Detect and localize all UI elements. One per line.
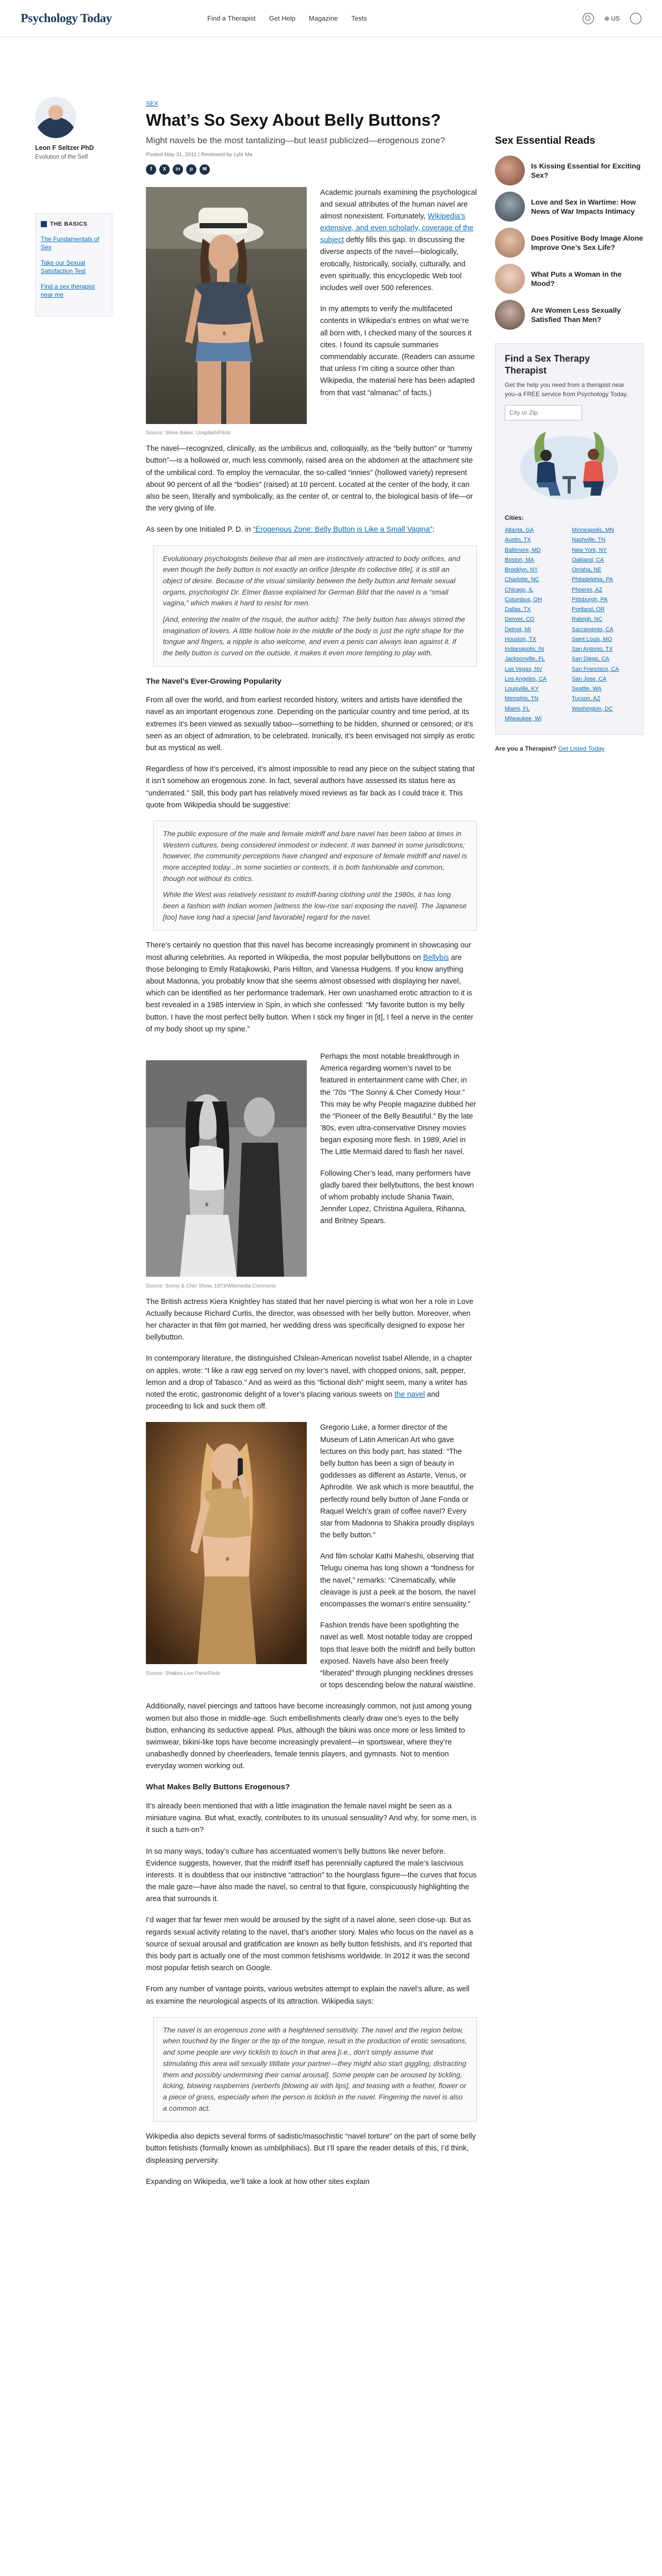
article-paragraph: The British actress Kiera Knightley has stated that her navel piercing is what won her a role in Love Actually because Richard Curtis, the director, was obsessed with her belly button. Moreover, when her character in that film got married, her wedding dress was specifically designed to expose her bellybutton. (146, 1297, 474, 1342)
city-link[interactable]: San Jose, CA (572, 675, 607, 682)
read-title: Is Kissing Essential for Exciting Sex? (531, 161, 641, 179)
city-zip-input[interactable] (505, 405, 582, 420)
site-header (0, 0, 662, 37)
text-run: deftly fills this gap. In discussing the diverse aspects of the navel—biologically, erotically, historically, socially, culturally, and even spiritually, this encyclopedic Web tool includes well over 500 references. (320, 236, 466, 293)
erogenous-zone-link[interactable]: “Erogenous Zone: Belly Button is Like a Small Vagina” (253, 526, 433, 534)
city-link[interactable]: Milwaukee, WI (505, 715, 542, 722)
read-title: What Puts a Woman in the Mood? (531, 269, 622, 287)
read-title: Does Positive Body Image Alone Improve One’s Sex Life? (531, 233, 643, 251)
article-paragraph: In so many ways, today’s culture has accentuated women’s belly buttons like never before. Evidence suggests, however, that the midriff itself has perennially captured the male’s lascivious interests. It is doubtless that our instinctive “attraction” to the hourglass figure—the curves that focus the male gaze—have also made the navel, so central to that figure, conspicuously highlighting the area that surrounds it. (146, 1847, 477, 1904)
author-avatar[interactable] (35, 97, 76, 138)
city-link[interactable]: Washington, DC (572, 705, 613, 712)
article-paragraph: Expanding on Wikipedia, we’ll take a look at how other sites explain (146, 2177, 370, 2186)
globe-icon: ⊕ (604, 14, 611, 22)
cities-label: Cities: (505, 514, 524, 521)
email-icon[interactable]: ✉ (200, 164, 210, 175)
figure-2 (146, 1060, 307, 1290)
quote-paragraph: While the West was relatively resistant to midriff-baring clothing until the 1980s, it has long been a fashion with Indian women [witness the low-rise sari exposing the navel]. The Japanese [too] have long had a special [and favorable] regard for the navel. (163, 890, 467, 921)
basics-link-fundamentals[interactable]: The Fundamentals of Sex (41, 235, 100, 251)
region-selector[interactable] (604, 14, 620, 23)
blockquote (153, 2017, 477, 2122)
therapy-session-illustration (505, 427, 634, 504)
city-link[interactable]: Sacramento, CA (572, 626, 614, 633)
basics-title-text: THE BASICS (50, 221, 88, 227)
article-paragraph: Wikipedia also depicts several forms of sadistic/masochistic “navel torture” on the part of some belly button fetishists (formally known as umbilphiliacs). But I’ll spare the reader details of this, I’d think, displeasing perversity. (146, 2132, 476, 2165)
therapist-prompt (495, 744, 643, 753)
text-run: There’s certainly no question that this navel has become increasingly prominent in showcasing our most alluring celebrities. As reported in Wikipedia, the most popular bellybuttons on (146, 941, 471, 962)
search-icon[interactable] (583, 13, 594, 24)
article-paragraph: From any number of vantage points, various websites attempt to explain the navel’s allure, as well as examine the neurological aspects of its attraction. Wikipedia says: (146, 1985, 470, 2006)
article-paragraph: Regardless of how it’s perceived, it’s almost impossible to read any piece on the subject stating that it isn’t somehow an erogenous zone. In fact, several authors have assessed its status here as “underrated.” Still, this body part has relatively mixed reviews as far back as I could trace it. This quote from Wikipedia should be suggestive: (146, 765, 475, 809)
city-link[interactable]: Phoenix, AZ (572, 586, 603, 593)
right-sidebar (495, 133, 643, 753)
quote-paragraph: Evolutionary psychologists believe that all men are instinctively attracted to body orifices, and even though the belly button is not exactly an orifice [despite its collective title], it is still an object of desire. Because of the visual similarity between the belly button and female sexual organs, psychologist Dr. Elmer Basse explained for German Bild that the navel is a “small vagina,” which makes it hard to resist for men. (163, 554, 460, 607)
city-link[interactable]: Seattle, WA (572, 686, 602, 692)
city-link[interactable]: Boston, MA (505, 556, 534, 563)
article-paragraph (146, 1353, 477, 1413)
read-title: Are Women Less Sexually Satisfied Than Men? (531, 306, 621, 324)
city-link[interactable]: Dallas, TX (505, 606, 531, 613)
get-listed-link[interactable]: Get Listed Today (558, 745, 605, 752)
read-thumbnail (495, 264, 525, 294)
article-paragraph: In my attempts to verify the multifaceted contents in Wikipedia’s entries on what we’re all born with, I checked many of the sources it cites. I found its capsule summaries commendably accurate. (Readers can assume that unless I’m citing a source other than Wikipedia, the material here has been adapted from that vast “almanac” of facts.) (320, 305, 475, 397)
city-link[interactable]: Baltimore, MD (505, 547, 541, 553)
city-link[interactable]: Las Vegas, NV (505, 666, 542, 672)
x-icon[interactable]: X (159, 164, 170, 175)
text-run: : (432, 526, 435, 534)
nav-get-help[interactable]: Get Help (269, 14, 296, 22)
pinterest-icon[interactable]: p (186, 164, 196, 175)
city-link[interactable]: Philadelphia, PA (572, 577, 613, 583)
read-thumbnail (495, 228, 525, 258)
city-link[interactable]: Atlanta, GA (505, 527, 534, 533)
section-heading: The Navel’s Ever-Growing Popularity (146, 676, 282, 686)
article-paragraph: Gregorio Luke, a former director of the Museum of Latin American Art who gave lectures on this body part, has stated: “The belly button has been a sign of beauty in goddesses as different as Astarte, Venus, or Aphrodite. We ask which is more beautiful, the perfectly round belly button of Jane Fonda or Raquel Welch’s grain of coffee navel? Every star from Madonna to Shakira proudly displays the belly button.” (320, 1423, 475, 1540)
article-paragraph: The navel—recognized, clinically, as the umbilicus and, colloquially, as the “belly button” or “tummy button”—is a hollowed or, much less commonly, raised area on the abdomen at the attachment site of the umbilical cord. To employ the vernacular, the so-called “innies” (hollowed variety) represent about 90 percent of all the “bodies” (raised) at 10 percent. Located at the center of the body, it can also be seen, literally and symbolically, as the center of, or central to, the biological basis of life—or the very giving of life. (146, 445, 473, 513)
find-therapist-subtitle: Get the help you need from a therapist near you–a FREE service from Psychology Today. (505, 381, 628, 398)
article-title: What’s So Sexy About Belly Buttons? (146, 111, 441, 129)
figure-3 (146, 1422, 307, 1677)
linkedin-icon[interactable]: in (173, 164, 183, 175)
city-link[interactable]: Raleigh, NC (572, 616, 603, 623)
article-paragraph: From all over the world, and from earliest recorded history, writers and artists have identified the navel as an important erogenous zone. Depending on the particular country and time period, at its extremes it’s been viewed as sexually taboo—something to be hidden, shunned or censored; or it’s seen as an object of admiration, to be celebrated. Ironically, it’s been envisaged not simply as erotic but as mystical as well. (146, 696, 475, 753)
therapist-question: Are you a Therapist? (495, 745, 557, 752)
city-link[interactable]: Chicago, IL (505, 586, 534, 593)
text-run: and proceeding to lick and suck them off. (146, 1391, 440, 1411)
section-heading: What Makes Belly Buttons Erogenous? (146, 1783, 290, 1792)
city-link[interactable]: Columbus, OH (505, 596, 542, 603)
article-paragraph: Following Cher’s lead, many performers have gladly bared their bellybuttons, the best known of whom probably include Shania Twain, Jennifer Lopez, Christina Aguilera, Rihanna, and Britney Spears. (320, 1169, 474, 1226)
article-meta: Posted May 31, 2011 | Reviewed by Lybi Ma (146, 151, 253, 158)
author-blog: Evolution of the Self (35, 154, 88, 160)
figure-caption: Source: Shakira Live Paris/Flickr (146, 1671, 221, 1677)
city-link[interactable]: New York, NY (572, 547, 607, 553)
quote-paragraph: The navel is an erogenous zone with a heightened sensitivity. The navel and the region below, when touched by the finger or the tip of the tongue, result in the production of erotic sensations, and some people are very ticklish to touch in that area [i.e., don’t simply assume that stimulating this area will sexually titillate your partner—they might also start giggling, distracting them and possibly undermining their carnal arousal]. Some people can be aroused by tickling, licking, blowing raspberries (verberfs [blowing air with lips], and teasing with a feather, flower or a piece of grass, especially when the person is ticklish in the navel. Fingering the navel is also a common act. (163, 2025, 467, 2112)
article-main (146, 99, 477, 2197)
essential-read-item[interactable] (495, 156, 643, 185)
article-category[interactable]: SEX (146, 100, 159, 107)
city-link[interactable]: Los Angeles, CA (505, 675, 547, 682)
city-link[interactable]: Pittsburgh, PA (572, 596, 608, 603)
essential-read-item[interactable] (495, 300, 643, 330)
share-bar (146, 164, 477, 175)
wikipedia-link[interactable]: Wikipedia’s extensive, and even scholarly, coverage of the subject (320, 212, 474, 245)
therapy-illustration (505, 427, 634, 504)
hat-woman-image (146, 187, 307, 424)
city-link[interactable]: Louisville, KY (505, 686, 539, 692)
basics-box (35, 213, 112, 316)
city-link[interactable]: Detroit, MI (505, 626, 531, 633)
figure-caption: Source: Steve Baker, Unsplash/Flickr (146, 430, 231, 436)
article-paragraph: Additionally, navel piercings and tattoos have become increasingly common, not just among young women but also those in middle-age. Such embellishments clearly draw one’s eyes to the belly button, enhancing its seductive appeal. Plus, although the bikini was once more or less limited to swimwear, bikini-like tops have become increasingly prevalent—in sportswear, where they’re unabashedly donned by cheerleaders, female tennis players, and gymnasts. Not to mention everyday women working out. (146, 1702, 472, 1771)
essential-read-item[interactable] (495, 264, 643, 294)
text-run: As seen by one Initialed P. D. in (146, 526, 253, 534)
basics-title (41, 220, 107, 229)
city-link[interactable]: Jacksonville, FL (505, 656, 545, 663)
article-paragraph: It’s already been mentioned that with a little imagination the female navel might be seen as a miniature vagina. But what, exactly, contributes to its unusual sensuality? And why, for some men, is it such a turn-on? (146, 1802, 477, 1835)
city-link[interactable]: Oakland, CA (572, 556, 604, 563)
city-link[interactable]: Portland, OR (572, 606, 605, 613)
essential-read-item[interactable] (495, 228, 643, 258)
read-thumbnail (495, 300, 525, 330)
city-link[interactable]: San Francisco, CA (572, 666, 619, 672)
cher-bw-image (146, 1060, 307, 1277)
city-link[interactable]: Minneapolis, MN (572, 527, 614, 533)
city-link (572, 714, 634, 724)
cities-list (505, 526, 634, 724)
city-link[interactable]: Omaha, NE (572, 567, 602, 573)
basics-link-find-therapist[interactable]: Find a sex therapist near me (41, 283, 95, 299)
site-logo[interactable]: Psychology Today (21, 11, 112, 25)
read-thumbnail (495, 192, 525, 222)
find-therapist-title: Find a Sex Therapy Therapist (505, 353, 590, 376)
header-right (583, 13, 641, 24)
city-link[interactable]: Charlotte, NC (505, 577, 539, 583)
quote-paragraph: [And, entering the realm of the risqué, the author adds]: The belly button has always stirred the imagination of lovers. A little hollow hole in the middle of the body is just the right shape for the tongue and fingers, a nipple is also welcome, and even a penis can always lean against it. If the belly button is curved on the outside, it makes it even more tempting to play with. (163, 615, 466, 657)
city-link[interactable]: San Antonio, TX (572, 646, 613, 652)
city-link[interactable]: Brooklyn, NY (505, 567, 538, 573)
city-link[interactable]: Miami, FL (505, 705, 530, 712)
text-run: Academic journals examining the psychological and sexual attributes of the human navel are almost nonexistent. Fortunately, (320, 188, 477, 221)
nav-tests[interactable]: Tests (351, 14, 367, 22)
navel-link[interactable]: the navel (394, 1391, 425, 1399)
left-column (35, 97, 112, 316)
text-run: are those belonging to Emily Ratajkowski, Paris Hilton, and Vanessa Hudgens. If you know anything about Madonna, you probably know that she seems almost obsessed with displaying her navel, which can be identified as her performance trademark. Her own unashamed erotic attraction to it is best revealed in a 1985 interview in Spin, in which she confessed: “My favorite button is my belly button. I have the most perfect belly button. When I stick my finger in [it], I feel a nerve in the center of my body shoot up my spine.” (146, 953, 474, 1033)
blockquote (153, 821, 477, 931)
article-paragraph: Perhaps the most notable breakthrough in America regarding women’s navel to be featured in entertainment came with Cher, in the ’70s “The Sonny & Cher Comedy Hour.” This may be why People magazine dubbed her the “Pioneer of the Belly Beautiful.” By the late ’80s, even ultra-conservative Disney movies began exposing more flesh. In 1989, Ariel in The Little Mermaid dared to flash her navel. (320, 1052, 476, 1157)
city-link[interactable]: San Diego, CA (572, 656, 609, 663)
essential-read-item[interactable] (495, 192, 643, 222)
article-paragraph (146, 940, 477, 1036)
city-link[interactable]: Austin, TX (505, 537, 531, 544)
top-nav (207, 13, 367, 24)
text-run: In contemporary literature, the distinguished Chilean-American novelist Isabel Allende, in a chapter on apples, wrote: “I like a raw egg served on my lover’s navel, with chopped onions, salt, pepper, lemon and a drop of Tabasco.” And as weird as this “fictional dish” might seem, many a writer has noted the erotic, gastronomic delight of a lover’s placing various sweets on (146, 1354, 472, 1399)
facebook-icon[interactable]: f (146, 164, 156, 175)
shakira-image (146, 1422, 307, 1664)
city-link[interactable]: Houston, TX (505, 636, 536, 642)
book-icon (41, 221, 47, 227)
basics-link-test[interactable]: Take our Sexual Satisfaction Test (41, 259, 86, 275)
read-thumbnail (495, 156, 525, 185)
nav-find-therapist[interactable]: Find a Therapist (207, 14, 256, 22)
essential-reads-title: Sex Essential Reads (495, 135, 595, 146)
figure-caption: Source: Sonny & Cher Show, 1973/Wikimedia Commons (146, 1283, 276, 1289)
article-subtitle: Might navels be the most tantalizing—but least publicized—erogenous zone? (146, 135, 445, 145)
account-icon[interactable] (630, 13, 641, 24)
figure-1 (146, 187, 307, 437)
city-link[interactable]: Nashville, TN (572, 537, 606, 544)
article-paragraph: And film scholar Kathi Maheshi, observing that Telugu cinema has long shown a “fondness for the navel,” remarks: “Cinematically, while cleavage is just a peek at the bosom, the navel encompasses the woman’s entire sensuality.” (320, 1552, 476, 1609)
city-link[interactable]: Denver, CO (505, 616, 535, 623)
nav-magazine[interactable]: Magazine (309, 14, 338, 22)
article-paragraph: I’d wager that far fewer men would be aroused by the sight of a navel alone, seen close-up. But as regards sexual activity relating to the navel, that’s another story. Males who focus on the navel as a source of sexual arousal and gratification are known as belly button fetishists, and it’s reported that this body part is actually one of the most common fetishisms worldwide. In 2012 it was the second most popular fetish search on Google. (146, 1916, 473, 1973)
bellybis-link[interactable]: Bellybis (423, 953, 449, 962)
article-paragraph: Fashion trends have been spotlighting the navel as well. Most notable today are cropped tops that leave both the midriff and belly button exposed. Navels have also been freely “liberated” through plunging necklines dresses or tops descending below the natural waistline. (320, 1621, 475, 1690)
blockquote (153, 546, 477, 667)
article-paragraph (146, 524, 477, 536)
city-link[interactable]: Indianapolis, IN (505, 646, 544, 652)
city-link[interactable]: Memphis, TN (505, 696, 539, 702)
region-label: US (611, 14, 620, 22)
city-link[interactable]: Saint Louis, MO (572, 636, 613, 642)
quote-paragraph: The public exposure of the male and female midriff and bare navel has been taboo at times in Western cultures, being considered immodest or indecent. It was banned in some jurisdictions; however, the community perceptions have changed and exposure of female midriff and navel is more accepted today...In some societies or contexts, it is both fashionable and common, though not without its critics. (163, 829, 467, 883)
author-name[interactable]: Leon F Seltzer PhD (35, 144, 94, 151)
read-title: Love and Sex in Wartime: How News of War Impacts Intimacy (531, 197, 636, 215)
city-link[interactable]: Tucson, AZ (572, 696, 601, 702)
find-therapist-box (495, 343, 643, 735)
